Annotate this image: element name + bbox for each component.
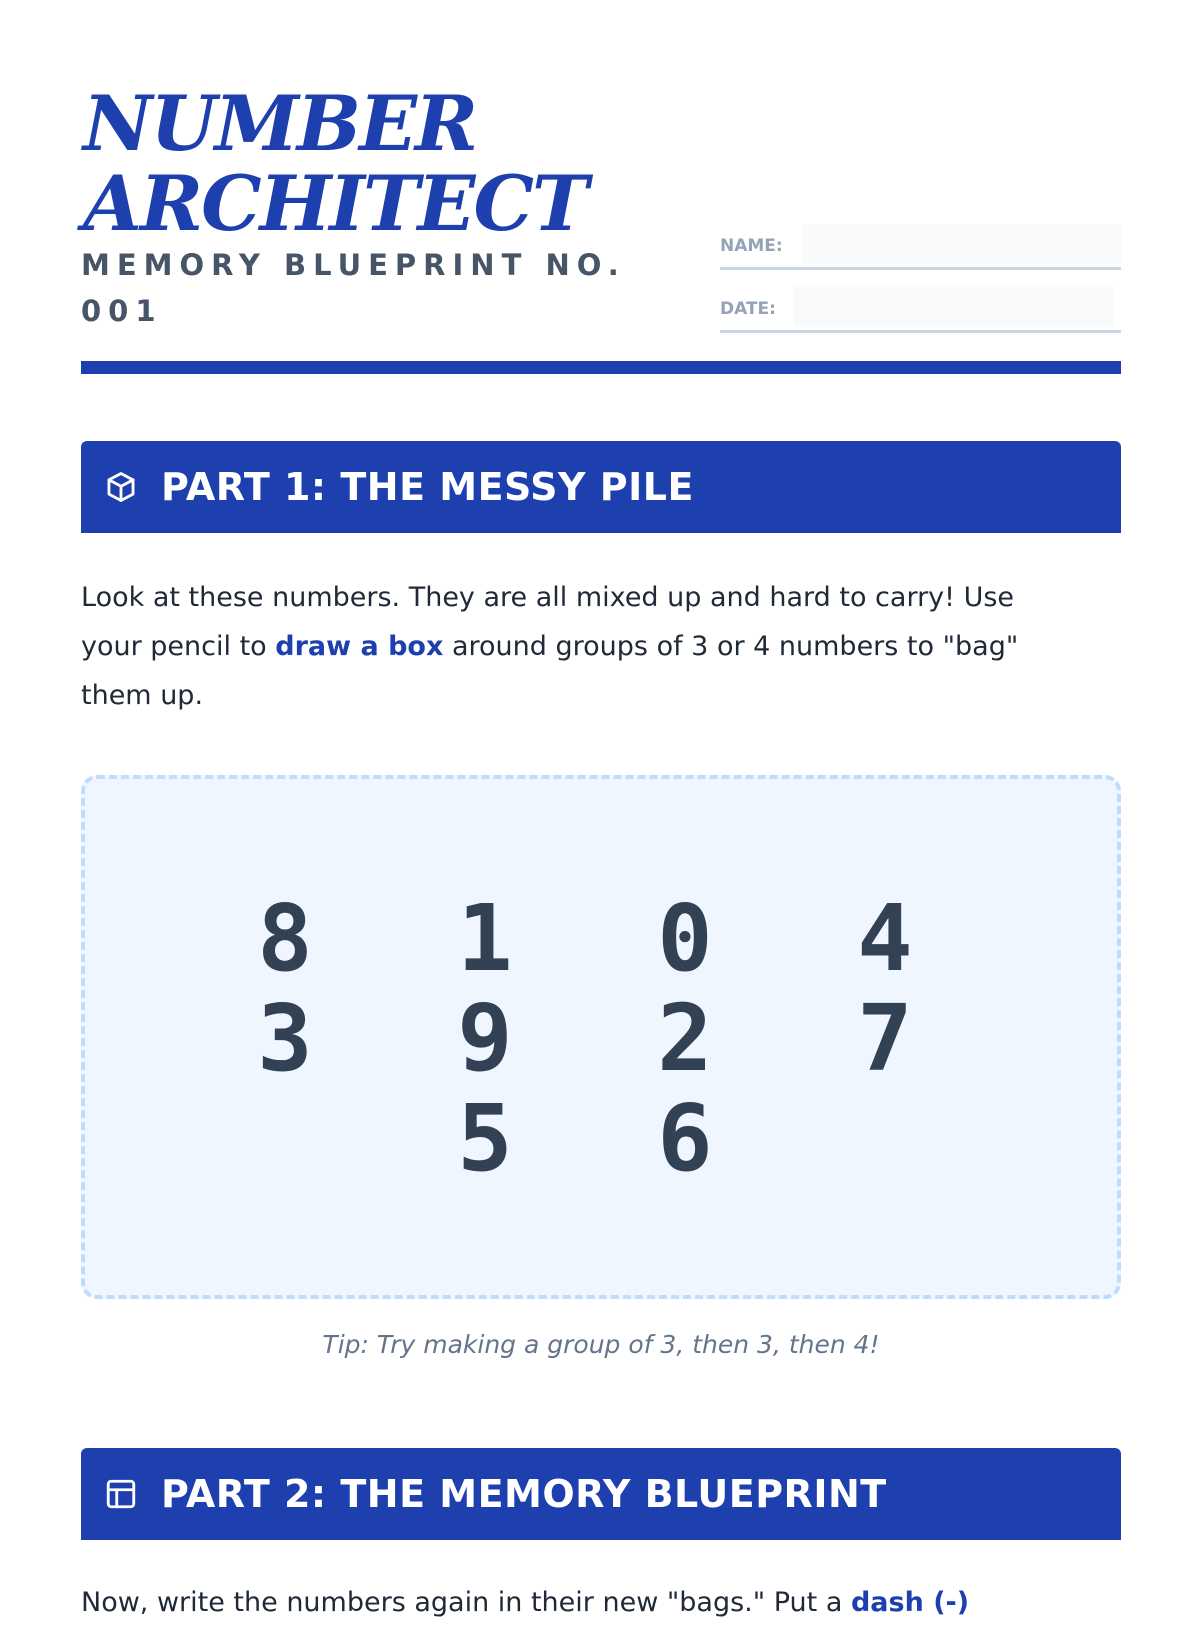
- part1-tip: Tip: Try making a group of 3, then 3, then 4!: [322, 1330, 880, 1359]
- part2-instructions: [81, 1578, 1121, 1627]
- part2-heading: PART 2: THE MEMORY BLUEPRINT: [161, 1472, 887, 1516]
- part1-instructions-emphasis: draw a box: [275, 631, 444, 662]
- pile-digit: 1: [457, 885, 513, 992]
- part1-instructions-text-2: around groups of 3 or 4 numbers to "bag" them up.: [81, 631, 1019, 711]
- pile-digit: 7: [857, 985, 913, 1092]
- pile-digit: 2: [657, 985, 713, 1092]
- title-line-2: ARCHITECT: [83, 159, 587, 248]
- header-divider: [81, 361, 1121, 374]
- date-input[interactable]: [793, 287, 1113, 327]
- pile-digit: 3: [257, 985, 313, 1092]
- part1-banner: [81, 441, 1121, 533]
- name-input[interactable]: [802, 224, 1121, 264]
- name-field: [720, 220, 1121, 270]
- pile-digit: 5: [457, 1085, 513, 1192]
- worksheet-subtitle: MEMORY BLUEPRINT NO. 001: [81, 248, 626, 328]
- pile-digit: 8: [257, 885, 313, 992]
- worksheet-title: [83, 79, 683, 248]
- pile-digit: 0: [657, 885, 713, 992]
- title-line-1: NUMBER: [83, 79, 477, 168]
- part2-banner: [81, 1448, 1121, 1540]
- pile-digit: 6: [657, 1085, 713, 1192]
- worksheet-header: [81, 79, 1121, 374]
- part2-instructions-text-1: Now, write the numbers again in their new "bags." Put a: [81, 1587, 851, 1618]
- part2-instructions-emphasis: dash (-): [850, 1587, 970, 1618]
- part1-heading: PART 1: THE MESSY PILE: [161, 465, 694, 509]
- part1-instructions-text-1: Look at these numbers. They are all mixed up and hard to carry! Use your pencil to: [81, 582, 1015, 662]
- date-field: [720, 283, 1121, 333]
- pile-digit: 9: [457, 985, 513, 1092]
- number-pile-box[interactable]: [81, 775, 1121, 1299]
- date-label: DATE:: [720, 299, 776, 319]
- layout-icon: [103, 1476, 139, 1512]
- pile-digit: 4: [857, 885, 913, 992]
- cube-icon: [103, 469, 139, 505]
- name-label: NAME:: [720, 236, 783, 256]
- part1-instructions: [81, 573, 1081, 720]
